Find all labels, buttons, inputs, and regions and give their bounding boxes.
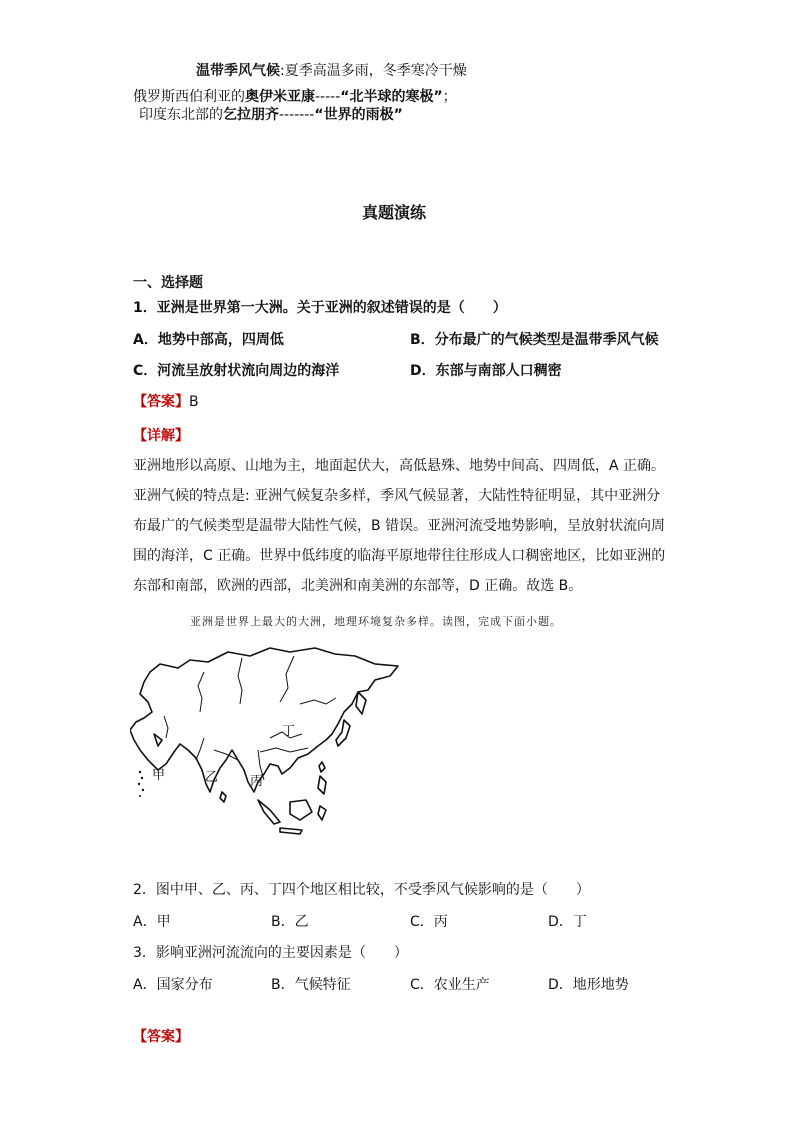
note-monsoon-label: 温带季风气候: [196, 63, 280, 79]
note-cold-pole-end: ；: [442, 89, 457, 105]
answer-value: B: [189, 394, 199, 410]
river-tigris: [164, 716, 168, 738]
note-rain-pole: [139, 105, 403, 125]
river-amur: [300, 698, 336, 704]
question-3-option-b: B．气候特征: [271, 977, 351, 993]
question-1-option-c: C．河流呈放射状流向周边的海洋: [133, 363, 340, 379]
question-3-option-c: C．农业生产: [410, 977, 490, 993]
note-cold-pole-dashes: -----: [315, 89, 341, 105]
question-2-option-b: B．乙: [271, 914, 309, 930]
note-cold-pole: [133, 87, 457, 107]
question-3-stem: 3．影响亚洲河流流向的主要因素是（ ）: [133, 945, 408, 961]
note-monsoon-text: 夏季高温多雨，冬季寒冷干燥: [284, 63, 467, 79]
question-1-option-a: A．地势中部高，四周低: [133, 332, 284, 348]
detail-line: 亚洲气候的特点是: 亚洲气候复杂多样，季风气候显著，大陆性特征明显，其中亚洲分: [133, 488, 661, 504]
question-1-answer: [133, 392, 199, 412]
question-1-stem: 1．亚洲是世界第一大洲。关于亚洲的叙述错误的是（ ）: [133, 300, 507, 316]
java: [280, 828, 302, 834]
detail-tag: 【详解】: [133, 428, 189, 444]
sri-lanka: [220, 792, 226, 802]
asia-map-drawing: [130, 642, 405, 837]
note-cold-pole-place: 奥伊米亚康: [245, 89, 315, 105]
final-answer-tag: 【答案】: [133, 1029, 189, 1045]
island-dot: [139, 771, 141, 773]
question-1-option-b: B．分布最广的气候类型是温带季风气候: [410, 332, 659, 348]
question-1-option-d: D．东部与南部人口稠密: [410, 363, 562, 379]
part-heading: 一、选择题: [133, 275, 203, 291]
note-rain-pole-dashes: -------: [279, 107, 315, 123]
question-3-option-a: A．国家分布: [133, 977, 213, 993]
sumatra: [258, 800, 280, 824]
island-dot: [139, 795, 141, 797]
river-lena: [280, 656, 294, 702]
detail-line: 围的海洋，C 正确。世界中低纬度的临海平原地带往往形成人口稠密地区，比如亚洲的: [133, 548, 666, 564]
question-2-option-a: A．甲: [133, 914, 171, 930]
question-2-stem: 2．图中甲、乙、丙、丁四个地区相比较，不受季风气候影响的是（ ）: [133, 882, 590, 898]
river-yenisei: [238, 658, 242, 704]
persian-gulf: [154, 734, 162, 746]
note-monsoon-sep: :: [280, 63, 285, 79]
map-label-yi: 乙: [205, 770, 219, 785]
river-indus: [196, 738, 204, 760]
detail-line: 东部和南部，欧洲的西部，北美洲和南美洲的东部等，D 正确。故选 B。: [133, 578, 583, 594]
question-3-option-d: D．地形地势: [548, 977, 629, 993]
sulawesi: [318, 806, 326, 820]
map-label-bing: 丙: [250, 774, 264, 789]
borneo: [290, 800, 312, 820]
detail-line: 布最广的气候类型是温带大陆性气候，B 错误。亚洲河流受地势影响，呈放射状流向周: [133, 518, 666, 534]
passage-caption: 亚洲是世界上最大的大洲，地理环境复杂多样。读图，完成下面小题。: [190, 615, 562, 628]
note-rain-pole-prefix: 印度东北部的: [139, 107, 223, 123]
island-dot: [138, 783, 140, 785]
section-title: 真题演练: [362, 203, 427, 222]
note-cold-pole-prefix: 俄罗斯西伯利亚的: [133, 89, 245, 105]
river-yangtze: [260, 748, 308, 752]
answer-tag: 【答案】: [133, 394, 189, 410]
philippines: [318, 776, 326, 794]
note-rain-pole-place: 乞拉朋齐: [223, 107, 279, 123]
map-label-ding: 丁: [282, 724, 296, 739]
asia-map: [130, 642, 405, 837]
taiwan: [319, 762, 325, 772]
asia-coastline: [130, 648, 398, 792]
island-dot: [141, 777, 143, 779]
note-monsoon: [196, 61, 467, 81]
detail-line: 亚洲地形以高原、山地为主，地面起伏大，高低悬殊、地势中间高、四周低，A 正确。: [133, 458, 666, 474]
note-cold-pole-quote: “北半球的寒极”: [340, 89, 443, 105]
note-rain-pole-quote: “世界的雨极”: [314, 107, 403, 123]
kamchatka: [356, 692, 366, 714]
river-ob: [198, 672, 204, 712]
question-2-option-d: D．丁: [548, 914, 587, 930]
detail-paragraph: [133, 451, 665, 601]
island-dot: [142, 789, 144, 791]
map-label-jia: 甲: [152, 768, 166, 783]
question-2-option-c: C．丙: [410, 914, 448, 930]
